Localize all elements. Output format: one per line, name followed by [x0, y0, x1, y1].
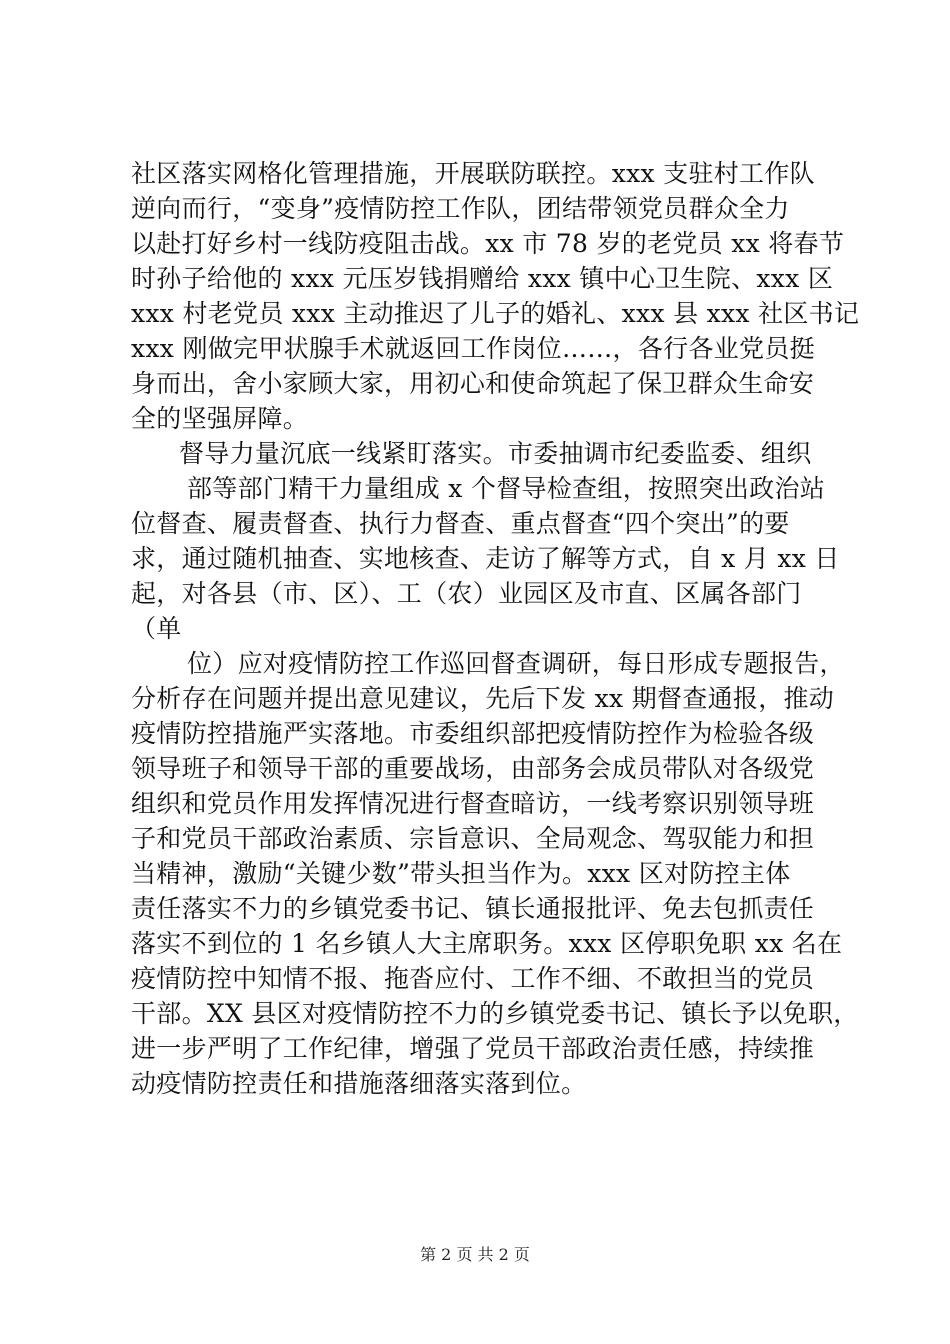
text-line: 动疫情防控责任和措施落细落实落到位。 [131, 1069, 587, 1098]
text-line: 社区落实网格化管理措施，开展联防联控。xxx 支驻村工作队 [131, 159, 815, 188]
paragraph-start-line: 督导力量沉底一线紧盯落实。市委抽调市纪委监委、组织 [179, 439, 812, 468]
text-line: 位督查、履责督查、执行力督查、重点督查“四个突出”的要 [131, 509, 790, 538]
text-line: 落实不到位的 1 名乡镇人大主席职务。xxx 区停职免职 xx 名在 [131, 929, 843, 958]
text-line: 责任落实不力的乡镇党委书记、镇长通报批评、免去包抓责任 [131, 894, 815, 923]
text-line: 时孙子给他的 xxx 元压岁钱捐赠给 xxx 镇中心卫生院、xxx 区 [131, 264, 834, 293]
text-line: 组织和党员作用发挥情况进行督查暗访，一线考察识别领导班 [131, 789, 815, 818]
text-line: xxx 村老党员 xxx 主动推迟了儿子的婚礼、xxx 县 xxx 社区书记 [131, 299, 860, 328]
text-line: 分析存在问题并提出意见建议，先后下发 xx 期督查通报，推动 [131, 684, 835, 713]
text-line: 全的坚强屏障。 [131, 404, 309, 433]
text-line: 逆向而行，“变身”疫情防控工作队，团结带领党员群众全力 [131, 194, 790, 223]
text-line: 求，通过随机抽查、实地核查、走访了解等方式，自 x 月 xx 日 [131, 544, 840, 573]
text-line: （单 [131, 614, 182, 643]
page-number-footer: 第 2 页 共 2 页 [420, 1245, 530, 1264]
text-line: 身而出，舍小家顾大家，用初心和使命筑起了保卫群众生命安 [131, 369, 815, 398]
text-line: 干部。XX 县区对疫情防控不力的乡镇党委书记、镇长予以免职， [131, 999, 859, 1028]
text-line: 进一步严明了工作纪律，增强了党员干部政治责任感，持续推 [131, 1034, 815, 1063]
text-line: xxx 刚做完甲状腺手术就返回工作岗位……，各行各业党员挺 [131, 334, 815, 363]
text-line: 疫情防控中知情不报、拖沓应付、工作不细、不敢担当的党员 [131, 964, 815, 993]
text-line: 疫情防控措施严实落地。市委组织部把疫情防控作为检验各级 [131, 719, 815, 748]
text-line: 部等部门精干力量组成 x 个督导检查组，按照突出政治站 [187, 474, 826, 503]
text-line: 以赴打好乡村一线防疫阻击战。xx 市 78 岁的老党员 xx 将春节 [131, 229, 845, 258]
text-line: 子和党员干部政治素质、宗旨意识、全局观念、驾驭能力和担 [131, 824, 815, 853]
text-line: 起，对各县（市、区）、工（农）业园区及市直、区属各部门 [131, 579, 802, 608]
text-line: 当精神，激励“关键少数”带头担当作为。xxx 区对防控主体 [131, 859, 791, 888]
text-line: 领导班子和领导干部的重要战场，由部务会成员带队对各级党 [131, 754, 815, 783]
text-line: 位）应对疫情防控工作巡回督查调研，每日形成专题报告， [187, 649, 845, 678]
document-body [131, 156, 860, 1101]
